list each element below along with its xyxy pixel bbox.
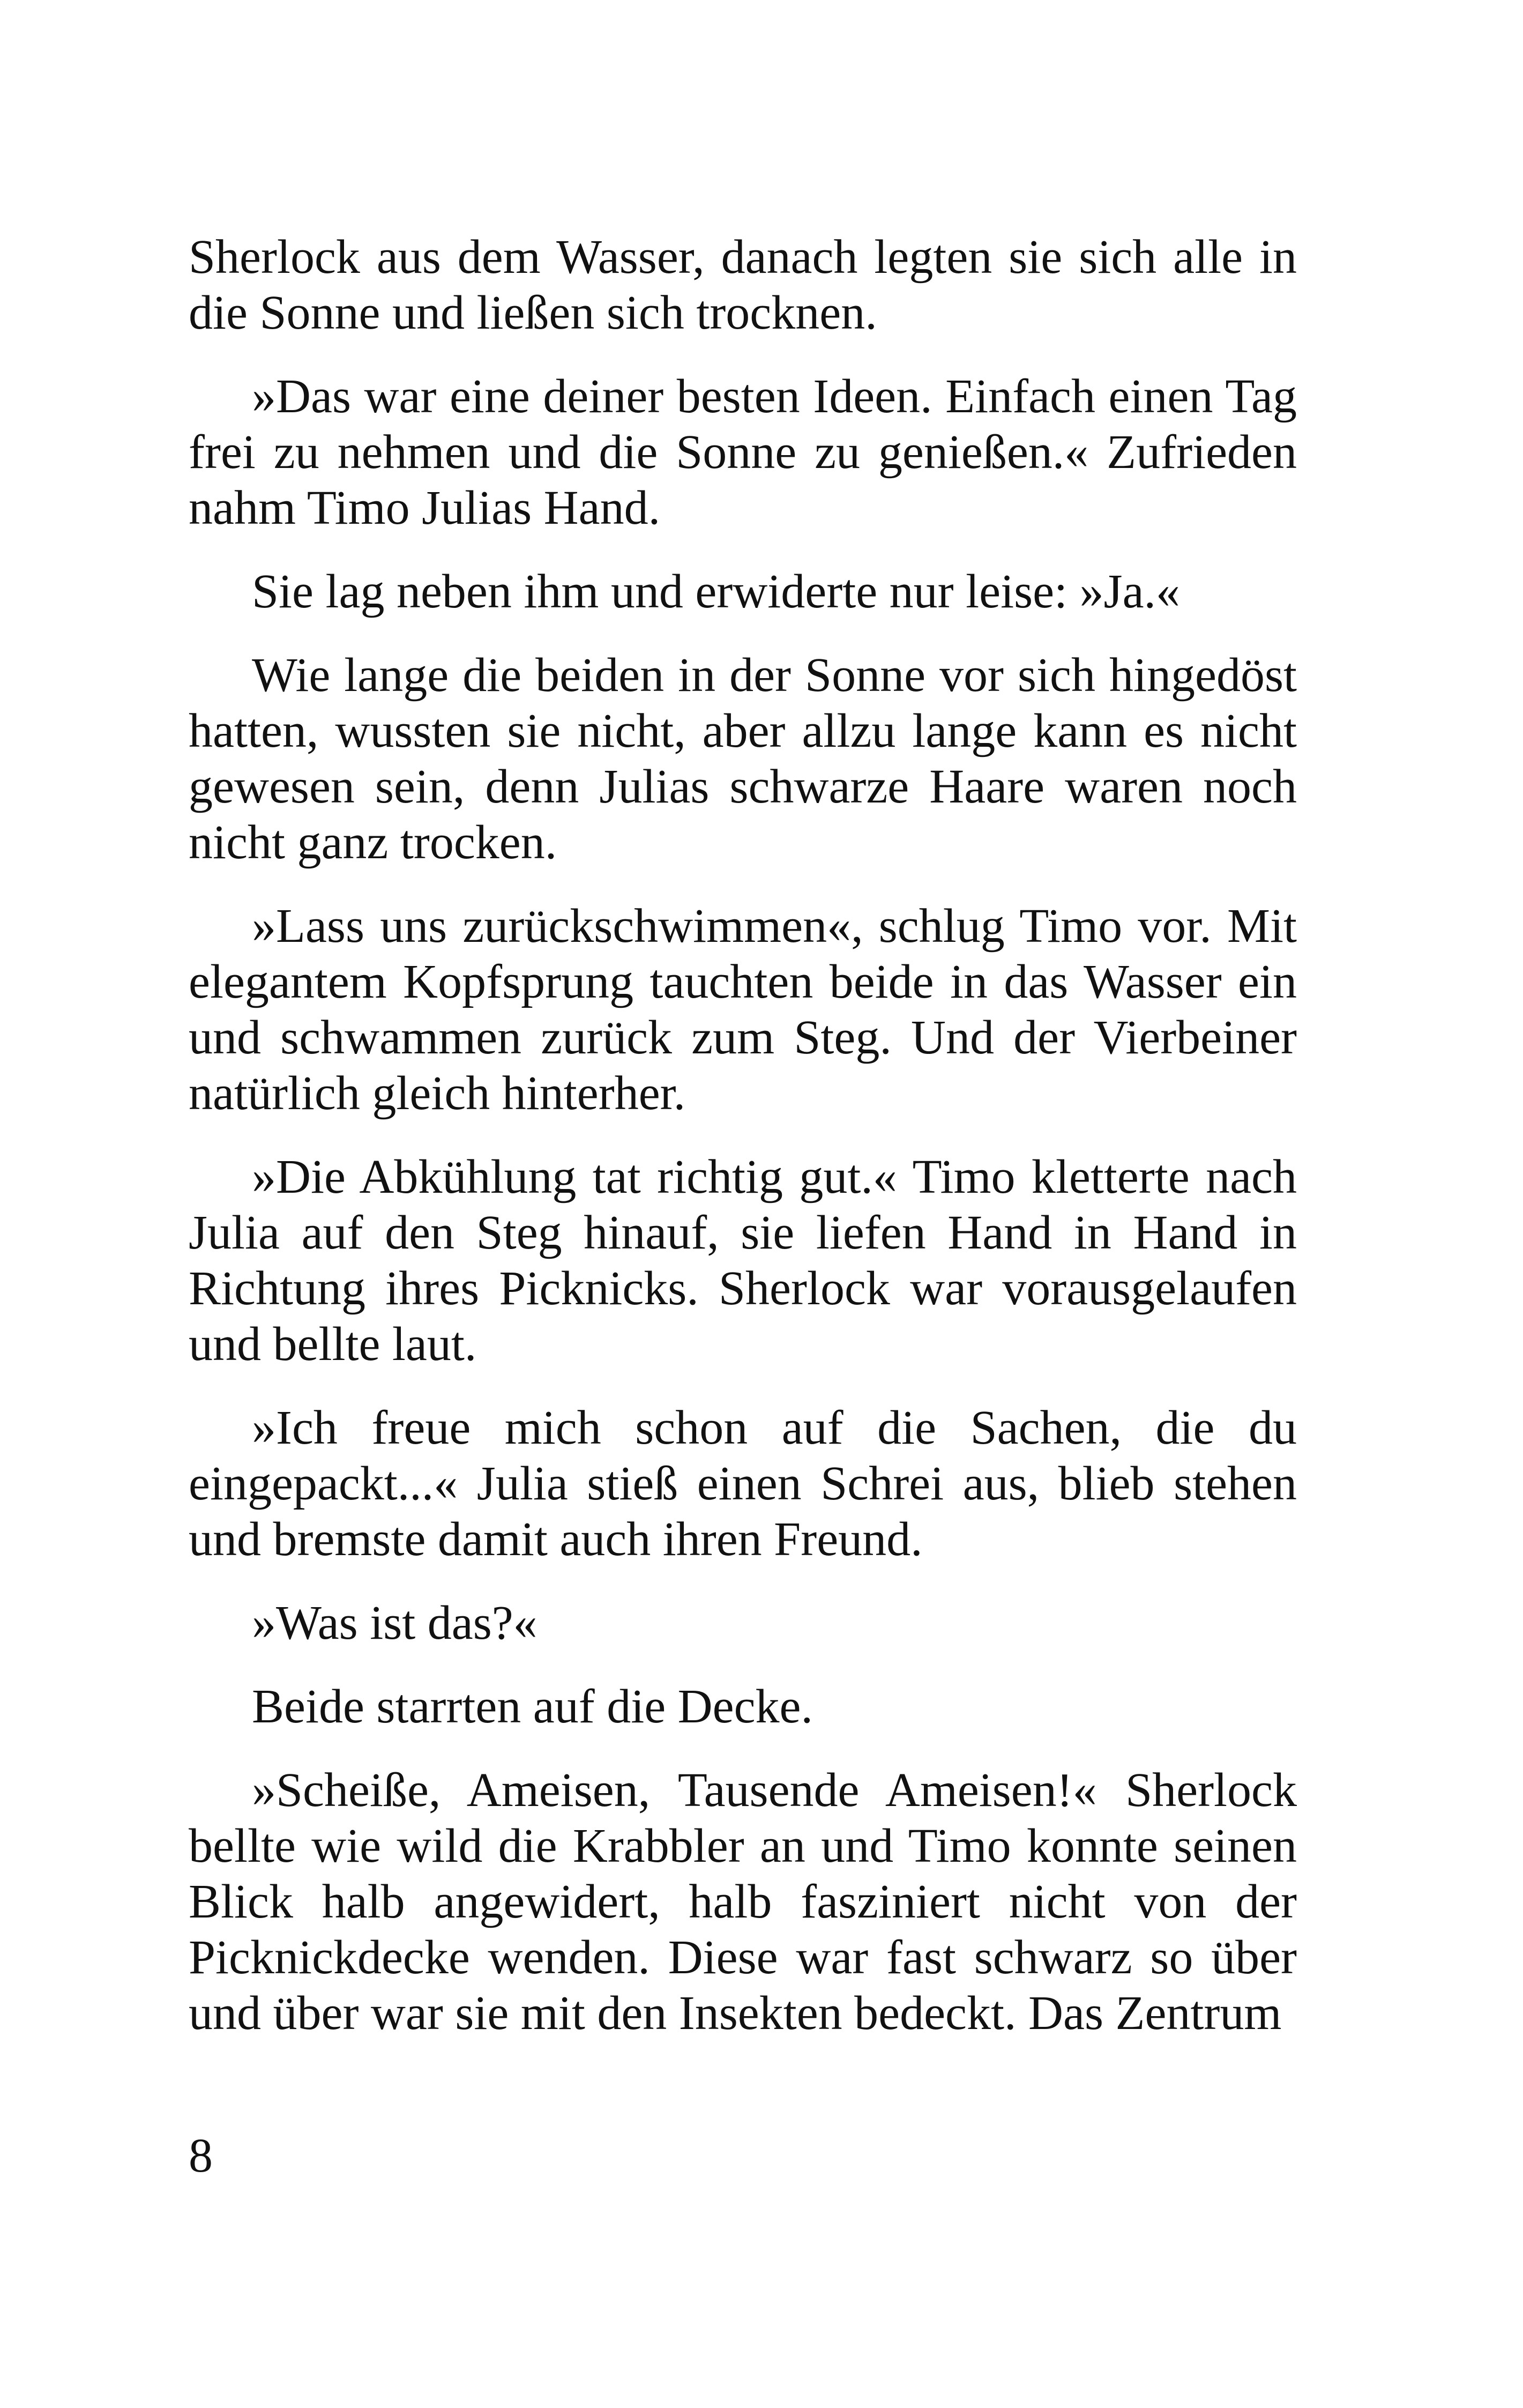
paragraph-4: Wie lange die beiden in der Sonne vor sich hingedöst hatten, wussten sie nicht, aber allzu lange kann es nicht gewesen sein, denn Julias schwarze Haare waren noch nicht ganz trocken. [189, 649, 1297, 869]
paragraph-6: »Die Abkühlung tat richtig gut.« Timo kletterte nach Julia auf den Steg hinauf, sie liefen Hand in Hand in Richtung ihres Picknicks. Sherlock war vorausgelaufen und bellte laut. [189, 1150, 1297, 1371]
paragraph-2: »Das war eine deiner besten Ideen. Einfach einen Tag frei zu nehmen und die Sonne zu genießen.« Zufrieden nahm Timo Julias Hand. [189, 370, 1297, 534]
page-number: 8 [189, 2129, 213, 2182]
paragraph-1: Sherlock aus dem Wasser, danach legten sie sich alle in die Sonne und ließen sich trocknen. [189, 231, 1297, 339]
paragraph-8: »Was ist das?« [252, 1596, 537, 1649]
paragraph-7: »Ich freue mich schon auf die Sachen, die du eingepackt...« Julia stieß einen Schrei aus, blieb stehen und bremste damit auch ihren Freund. [189, 1401, 1297, 1566]
body-text [189, 229, 1297, 2069]
paragraph-9: Beide starrten auf die Decke. [252, 1680, 813, 1733]
paragraph-5: »Lass uns zurückschwimmen«, schlug Timo vor. Mit elegantem Kopfsprung tauchten beide in das Wasser ein und schwammen zurück zum Steg. Und der Vierbeiner natürlich gleich hinterher. [189, 900, 1297, 1120]
paragraph-10: »Scheiße, Ameisen, Tausende Ameisen!« Sherlock bellte wie wild die Krabbler an und Timo konnte seinen Blick halb angewidert, halb fasziniert nicht von der Picknickdecke wenden. Diese war fast schwarz so über und über war sie mit den Insekten bedeckt. Das Zentrum [189, 1764, 1297, 2040]
paragraph-3: Sie lag neben ihm und erwiderte nur leise: »Ja.« [252, 565, 1181, 618]
